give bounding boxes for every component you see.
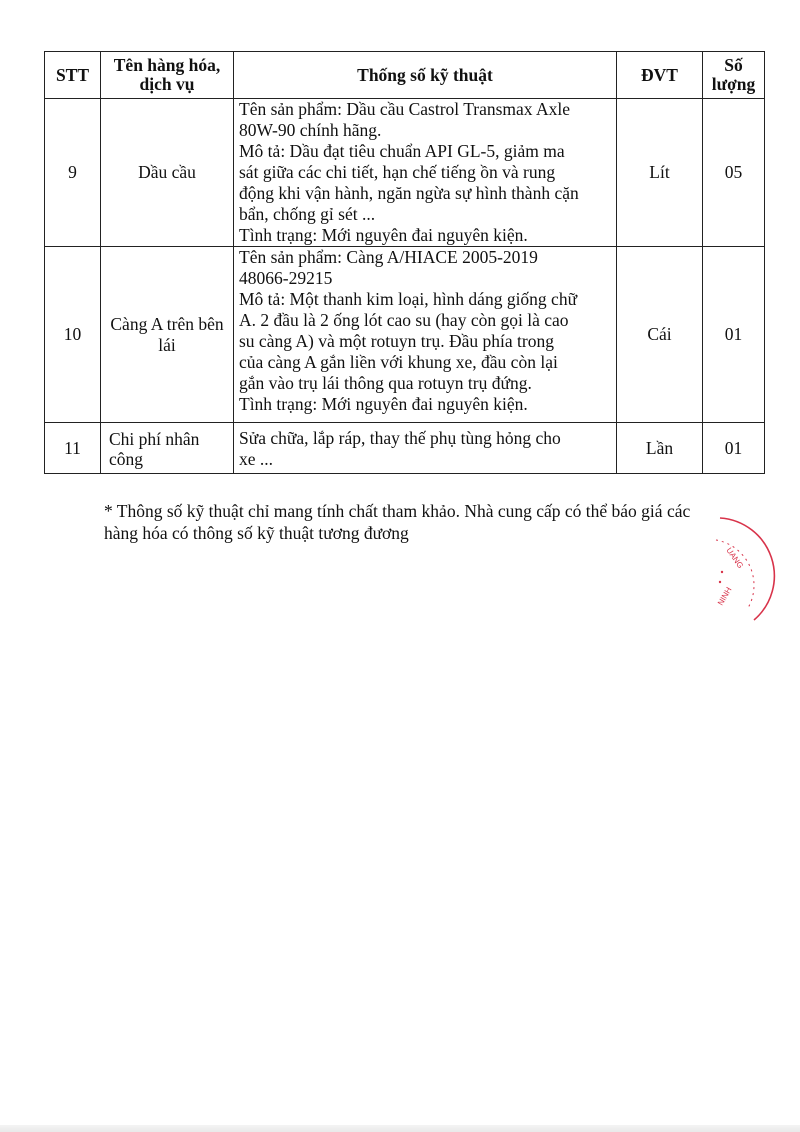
spec-line: sát giữa các chi tiết, hạn chế tiếng ồn và rung xyxy=(239,162,556,182)
row-unit: Lần xyxy=(617,423,703,474)
spec-line: Tên sản phẩm: Càng A/HIACE 2005-2019 xyxy=(239,247,538,267)
table-row xyxy=(45,423,765,474)
header-qty: Số lượng xyxy=(703,52,765,99)
stamp-text-bottom: NINH xyxy=(715,585,734,607)
row-spec xyxy=(234,247,617,423)
table-row xyxy=(45,99,765,247)
row-name: Chi phí nhân công xyxy=(101,423,234,474)
row-stt: 10 xyxy=(45,247,101,423)
row-stt: 9 xyxy=(45,99,101,247)
scan-bottom-edge xyxy=(0,1125,800,1132)
table-header-row xyxy=(45,52,765,99)
row-unit: Cái xyxy=(617,247,703,423)
note-line-1: * Thông số kỹ thuật chỉ mang tính chất tham khảo. Nhà cung cấp có thể báo giá các xyxy=(104,501,691,521)
spec-line: Tên sản phẩm: Dầu cầu Castrol Transmax Axle xyxy=(239,99,570,119)
row-qty: 01 xyxy=(703,247,765,423)
spec-line: bẩn, chống gỉ sét ... xyxy=(239,204,376,224)
spec-line: 80W-90 chính hãng. xyxy=(239,120,382,140)
row-spec xyxy=(234,99,617,247)
row-spec xyxy=(234,423,617,474)
spec-line: của càng A gắn liền với khung xe, đầu còn lại xyxy=(239,352,558,372)
spec-line: 48066-29215 xyxy=(239,268,333,288)
row-name: Dầu cầu xyxy=(101,99,234,247)
spec-line: Tình trạng: Mới nguyên đai nguyên kiện. xyxy=(239,225,528,245)
header-spec: Thống số kỹ thuật xyxy=(234,52,617,99)
spec-line: su càng A) và một rotuyn trụ. Đầu phía trong xyxy=(239,331,554,351)
row-qty: 05 xyxy=(703,99,765,247)
spec-line: xe ... xyxy=(239,449,274,469)
official-stamp-fragment xyxy=(708,510,778,630)
stamp-outer-arc xyxy=(720,518,774,620)
header-name: Tên hàng hóa, dịch vụ xyxy=(101,52,234,99)
spec-line: Mô tả: Dầu đạt tiêu chuẩn API GL-5, giảm ma xyxy=(239,141,565,161)
goods-spec-table xyxy=(44,51,765,474)
stamp-text-top: UANG xyxy=(724,545,745,571)
row-stt: 11 xyxy=(45,423,101,474)
row-unit: Lít xyxy=(617,99,703,247)
spec-line: gắn vào trụ lái thông qua rotuyn trụ đứng. xyxy=(239,373,532,393)
stamp-dot xyxy=(719,581,721,583)
spec-line: A. 2 đầu là 2 ống lót cao su (hay còn gọi là cao xyxy=(239,310,569,330)
spec-line: Mô tả: Một thanh kim loại, hình dáng giống chữ xyxy=(239,289,578,309)
row-qty: 01 xyxy=(703,423,765,474)
spec-line: Sửa chữa, lắp ráp, thay thế phụ tùng hỏng cho xyxy=(239,428,561,448)
spec-line: động khi vận hành, ngăn ngừa sự hình thành cặn xyxy=(239,183,579,203)
row-name: Càng A trên bên lái xyxy=(101,247,234,423)
stamp-dot xyxy=(721,571,723,573)
reference-note xyxy=(104,500,744,544)
note-line-2: hàng hóa có thông số kỹ thuật tương đương xyxy=(104,523,409,543)
spec-line: Tình trạng: Mới nguyên đai nguyên kiện. xyxy=(239,394,528,414)
table-row xyxy=(45,247,765,423)
header-stt: STT xyxy=(45,52,101,99)
header-unit: ĐVT xyxy=(617,52,703,99)
